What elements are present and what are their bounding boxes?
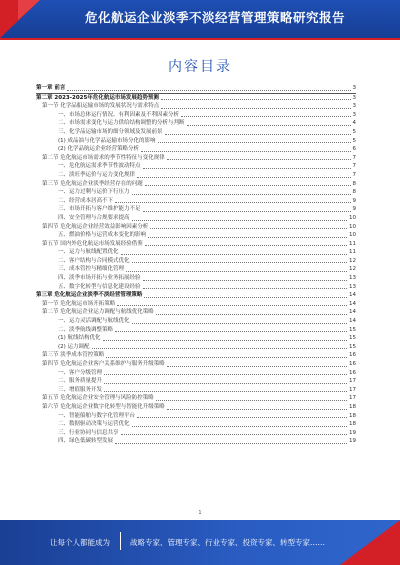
toc-leader-dots bbox=[143, 288, 347, 289]
toc-leader-dots bbox=[144, 297, 347, 298]
toc-entry-title: 二、数据驱动决策与运营优化 bbox=[58, 421, 130, 428]
toc-entry-title: 第四节 危化航运企业经营效益影响因素分析 bbox=[42, 223, 149, 230]
toc-entry-title: 五、燃油价格与运营成本变化的影响 bbox=[58, 232, 147, 239]
toc-entry[interactable] bbox=[36, 188, 356, 197]
toc-entry-title: 二、客户结构与合同模式优化 bbox=[58, 257, 130, 264]
toc-leader-dots bbox=[145, 185, 351, 186]
toc-entry[interactable] bbox=[36, 283, 356, 292]
toc-entry[interactable] bbox=[36, 265, 356, 274]
header-red-accent-light bbox=[18, 0, 40, 20]
toc-entry-page: 19 bbox=[349, 429, 356, 436]
toc-entry-title: 四、安全管理与合规要求提高 bbox=[58, 214, 130, 221]
toc-entry[interactable] bbox=[36, 403, 356, 412]
toc-leader-dots bbox=[156, 400, 347, 401]
toc-entry-page: 17 bbox=[349, 386, 356, 393]
toc-entry-title: (1) 航线结构优化 bbox=[58, 335, 101, 342]
toc-entry-page: 14 bbox=[349, 292, 356, 299]
toc-title: 内容目录 bbox=[168, 59, 232, 75]
toc-leader-dots bbox=[117, 305, 347, 306]
toc-entry-page: 4 bbox=[352, 120, 356, 127]
toc-entry-title: 一、客户分级管理 bbox=[58, 369, 103, 376]
toc-leader-dots bbox=[104, 383, 347, 384]
footer-divider bbox=[120, 532, 121, 550]
toc-entry[interactable] bbox=[36, 197, 356, 206]
toc-entry-title: 第二章 2023-2025年危化航运市场发展趋势预测 bbox=[36, 94, 159, 101]
toc-leader-dots bbox=[106, 357, 347, 358]
toc-leader-dots bbox=[126, 271, 347, 272]
toc-leader-dots bbox=[143, 168, 351, 169]
toc-entry[interactable] bbox=[36, 119, 356, 128]
toc-entry[interactable] bbox=[36, 171, 356, 180]
toc-entry-page: 12 bbox=[349, 257, 356, 264]
toc-leader-dots bbox=[158, 142, 351, 143]
toc-leader-dots bbox=[143, 280, 347, 281]
toc-leader-dots bbox=[141, 151, 350, 152]
toc-entry[interactable] bbox=[36, 300, 356, 309]
toc-entry-page: 12 bbox=[349, 266, 356, 273]
toc-entry[interactable] bbox=[36, 248, 356, 257]
toc-entry-title: 三、成本管控与精细化管理 bbox=[58, 266, 125, 273]
toc-entry-title: 第三章 危化航运企业淡季不淡经营管理策略 bbox=[36, 292, 143, 299]
toc-leader-dots bbox=[104, 391, 347, 392]
toc-entry[interactable] bbox=[36, 84, 356, 93]
toc-leader-dots bbox=[167, 159, 351, 160]
header-divider bbox=[0, 38, 400, 40]
report-title: 危化航运企业淡季不淡经营管理策略研究报告 bbox=[84, 10, 345, 25]
toc-leader-dots bbox=[181, 116, 350, 117]
toc-entry-title: 三、增值服务开发 bbox=[58, 386, 103, 393]
toc-entry-title: 四、绿色低碳转型发展 bbox=[58, 438, 114, 445]
toc-leader-dots bbox=[121, 434, 347, 435]
toc-entry-title: 二、淡季航线调整策略 bbox=[58, 326, 114, 333]
toc-entry[interactable] bbox=[36, 162, 356, 171]
toc-leader-dots bbox=[132, 426, 347, 427]
toc-entry[interactable] bbox=[36, 377, 356, 386]
toc-entry-page: 13 bbox=[349, 275, 356, 282]
toc-entry-page: 3 bbox=[352, 94, 356, 101]
toc-entry[interactable] bbox=[36, 429, 356, 438]
toc-entry-page: 8 bbox=[352, 189, 356, 196]
toc-entry[interactable] bbox=[36, 317, 356, 326]
toc-entry[interactable] bbox=[36, 205, 356, 214]
toc-entry[interactable] bbox=[36, 102, 356, 111]
toc-entry-page: 7 bbox=[352, 163, 356, 170]
toc-leader-dots bbox=[165, 134, 351, 135]
footer-expertise-list: 战略专家、管理专家、行业专家、投资专家、转型专家…… bbox=[130, 538, 325, 547]
toc-entry-page: 3 bbox=[352, 103, 356, 110]
toc-entry-page: 14 bbox=[349, 300, 356, 307]
toc-entry-page: 6 bbox=[352, 146, 356, 153]
toc-leader-dots bbox=[143, 211, 351, 212]
toc-entry-title: 第二节 危化航运企业运力调配与航线优化策略 bbox=[42, 309, 154, 316]
toc-entry-page: 18 bbox=[349, 403, 356, 410]
toc-entry[interactable] bbox=[36, 111, 356, 120]
toc-entry-page: 10 bbox=[349, 214, 356, 221]
toc-entry-title: 一、危化航运需求季节性波动特点 bbox=[58, 163, 141, 170]
toc-entry[interactable] bbox=[36, 291, 356, 300]
toc-leader-dots bbox=[156, 314, 347, 315]
toc-entry[interactable] bbox=[36, 93, 356, 103]
toc-leader-dots bbox=[132, 323, 347, 324]
toc-entry-page: 3 bbox=[352, 111, 356, 118]
toc-entry-page: 10 bbox=[349, 223, 356, 230]
toc-entry-title: 第五节 国内外危化航运市场发展经验借鉴 bbox=[42, 240, 143, 247]
toc-leader-dots bbox=[132, 262, 347, 263]
toc-leader-dots bbox=[132, 194, 351, 195]
toc-entry[interactable] bbox=[36, 437, 356, 446]
toc-leader-dots bbox=[67, 90, 350, 91]
toc-entry-title: 第一节 化学品船运输市场的发展状况与需求特点 bbox=[42, 103, 160, 110]
toc-leader-dots bbox=[132, 220, 347, 221]
toc-leader-dots bbox=[161, 108, 350, 109]
toc-entry-title: 四、淡季市场开拓与业务拓展经验 bbox=[58, 275, 141, 282]
toc-entry[interactable] bbox=[36, 274, 356, 283]
toc-entry-page: 13 bbox=[349, 283, 356, 290]
toc-leader-dots bbox=[161, 99, 351, 100]
toc-entry[interactable] bbox=[36, 343, 356, 352]
toc-entry[interactable] bbox=[36, 145, 356, 154]
toc-entry-title: 二、淡旺季运价与运力变化规律 bbox=[58, 171, 136, 178]
toc-entry-page: 3 bbox=[352, 85, 356, 91]
toc-leader-dots bbox=[150, 228, 347, 229]
toc-entry-page: 5 bbox=[352, 128, 356, 135]
toc-entry[interactable] bbox=[36, 180, 356, 189]
toc-entry-page: 17 bbox=[349, 378, 356, 385]
toc-entry-title: 第三节 危化航运企业淡季经营存在的问题 bbox=[42, 180, 143, 187]
footer-red-accent bbox=[340, 520, 400, 565]
toc-leader-dots bbox=[104, 374, 347, 375]
toc-entry-page: 16 bbox=[349, 352, 356, 359]
toc-entry-title: 第一节 危化航运市场开拓策略 bbox=[42, 300, 116, 307]
toc-leader-dots bbox=[115, 202, 350, 203]
toc-entry-page: 16 bbox=[349, 361, 356, 367]
toc-entry-title: 一、智能船舶与数字化管理平台 bbox=[58, 412, 136, 419]
toc-leader-dots bbox=[137, 177, 350, 178]
toc-entry[interactable] bbox=[36, 326, 356, 335]
toc-entry-title: (2) 化学品航运企业经营策略分析 bbox=[58, 146, 140, 153]
toc-entry-title: 一、运力灵活调配与航线优化 bbox=[58, 318, 130, 325]
toc-entry-title: 第三节 淡季成本管控策略 bbox=[42, 352, 105, 359]
footer-slogan: 让每个人都能成为 bbox=[50, 538, 110, 547]
toc-entry[interactable] bbox=[36, 128, 356, 137]
toc-entry-page: 18 bbox=[349, 421, 356, 428]
table-of-contents bbox=[36, 84, 356, 446]
toc-entry-page: 8 bbox=[352, 180, 356, 187]
page-number: 1 bbox=[198, 510, 202, 516]
toc-leader-dots bbox=[121, 254, 347, 255]
toc-entry-title: 第二节 危化航运市场需求的季节性特征与变化规律 bbox=[42, 154, 165, 161]
toc-entry-title: 第六节 危化航运企业数字化转型与智能化升级策略 bbox=[42, 403, 165, 410]
toc-entry-page: 5 bbox=[352, 137, 356, 144]
toc-entry-title: 第五节 危化航运企业安全管理与风险防控策略 bbox=[42, 395, 154, 402]
toc-entry-title: 一、市场总体运行情况、有利因素及不利因素分析 bbox=[58, 111, 180, 118]
toc-entry-page: 16 bbox=[349, 369, 356, 376]
toc-entry-title: 二、经营成本居高不下 bbox=[58, 197, 114, 204]
toc-leader-dots bbox=[187, 125, 351, 126]
toc-entry[interactable] bbox=[36, 360, 356, 369]
toc-entry-page: 7 bbox=[352, 154, 356, 161]
toc-entry[interactable] bbox=[36, 231, 356, 240]
toc-entry-title: 一、运力过剩与运价下行压力 bbox=[58, 189, 130, 196]
toc-entry[interactable] bbox=[36, 214, 356, 223]
toc-entry-title: 第一章 前言 bbox=[36, 85, 66, 91]
toc-entry[interactable] bbox=[36, 420, 356, 429]
toc-entry-page: 11 bbox=[349, 249, 356, 256]
toc-leader-dots bbox=[137, 417, 347, 418]
toc-leader-dots bbox=[167, 409, 347, 410]
toc-entry[interactable] bbox=[36, 257, 356, 266]
toc-entry[interactable] bbox=[36, 137, 356, 146]
toc-entry-title: 五、数字化转型与信息化建设经验 bbox=[58, 283, 141, 290]
toc-entry[interactable] bbox=[36, 412, 356, 421]
toc-leader-dots bbox=[103, 340, 347, 341]
toc-entry-page: 9 bbox=[352, 206, 356, 213]
toc-entry[interactable] bbox=[36, 351, 356, 360]
toc-entry[interactable] bbox=[36, 240, 356, 249]
toc-leader-dots bbox=[148, 237, 347, 238]
toc-entry-title: (1) 成品油与化学品运输市场分化的影响 bbox=[58, 137, 156, 144]
toc-entry-title: 二、市场需求变化与运力供给结构调整的分析与判断 bbox=[58, 120, 185, 127]
toc-entry[interactable] bbox=[36, 334, 356, 343]
toc-entry-page: 10 bbox=[349, 232, 356, 239]
toc-entry-page: 17 bbox=[349, 395, 356, 402]
toc-entry[interactable] bbox=[36, 154, 356, 163]
toc-entry-page: 15 bbox=[349, 343, 356, 350]
toc-entry-page: 19 bbox=[349, 438, 356, 445]
toc-leader-dots bbox=[115, 331, 347, 332]
toc-entry-title: 第四节 危化航运企业客户关系维护与服务升级策略 bbox=[42, 361, 165, 367]
toc-entry[interactable] bbox=[36, 308, 356, 317]
toc-leader-dots bbox=[115, 443, 347, 444]
toc-entry-page: 7 bbox=[352, 171, 356, 178]
toc-entry-title: 一、运力与航线配置优化 bbox=[58, 249, 119, 256]
toc-entry-title: 三、化学品运输市场的细分领域及发展前景 bbox=[58, 128, 163, 135]
toc-entry-page: 11 bbox=[349, 240, 356, 247]
toc-entry[interactable] bbox=[36, 394, 356, 403]
toc-entry[interactable] bbox=[36, 223, 356, 232]
toc-entry-page: 9 bbox=[352, 197, 356, 204]
toc-entry-page: 14 bbox=[349, 309, 356, 316]
toc-entry-title: 三、市场开拓与客户维护能力不足 bbox=[58, 206, 141, 213]
toc-entry-page: 14 bbox=[349, 318, 356, 325]
report-header bbox=[0, 0, 400, 38]
toc-entry-title: 三、行业协同与信息共享 bbox=[58, 429, 119, 436]
toc-entry-title: (2) 运力调配 bbox=[58, 343, 90, 350]
toc-entry-page: 15 bbox=[349, 335, 356, 342]
toc-entry-page: 15 bbox=[349, 326, 356, 333]
toc-leader-dots bbox=[167, 366, 347, 367]
toc-entry[interactable] bbox=[36, 369, 356, 378]
toc-entry-page: 18 bbox=[349, 412, 356, 419]
toc-leader-dots bbox=[145, 245, 347, 246]
toc-entry[interactable] bbox=[36, 386, 356, 395]
toc-entry-title: 二、服务质量提升 bbox=[58, 378, 103, 385]
toc-leader-dots bbox=[92, 348, 347, 349]
